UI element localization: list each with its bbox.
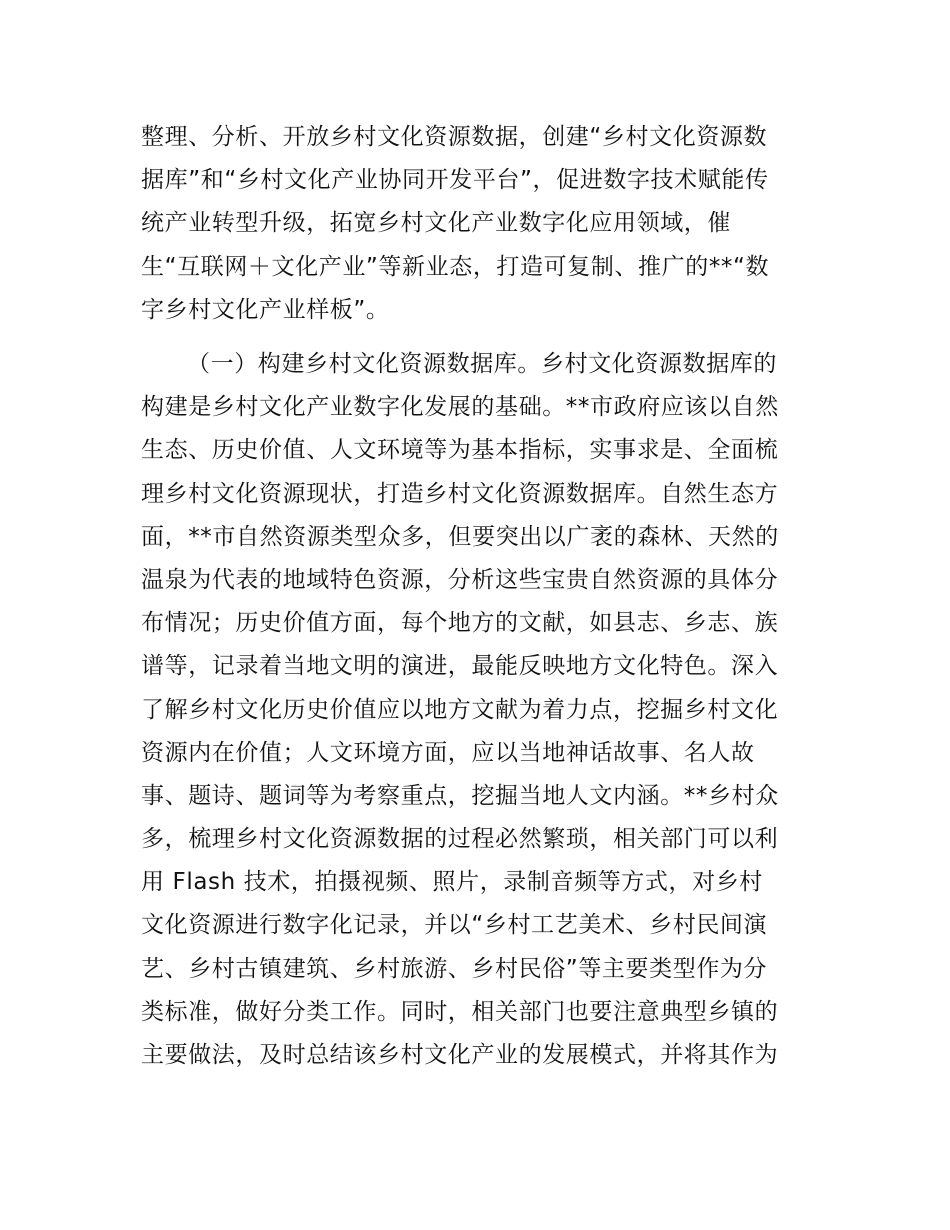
text-line: 用 Flash 技术，拍摄视频、照片，录制音频等方式，对乡村 <box>141 869 763 896</box>
text-line: 多，梳理乡村文化资源数据的过程必然繁琐，相关部门可以利 <box>141 826 779 853</box>
section-heading-line: （一）构建乡村文化资源数据库。乡村文化资源数据库的 <box>187 351 777 377</box>
text-line: 资源内在价值；人文环境方面，应以当地神话故事、名人故 <box>141 739 755 766</box>
text-line: 事、题诗、题词等为考察重点，挖掘当地人文内涵。**乡村众 <box>141 782 779 809</box>
text-line: 据库”和“乡村文化产业协同开发平台”，促进数字技术赋能传 <box>141 167 769 194</box>
text-line: 主要做法，及时总结该乡村文化产业的发展模式，并将其作为 <box>141 1042 779 1068</box>
text-line: 谱等，记录着当地文明的演进，最能反映地方文化特色。深入 <box>141 653 779 680</box>
paragraph-continued <box>141 116 811 332</box>
paragraph-section-one <box>141 343 811 1077</box>
text-line: 字乡村文化产业样板”。 <box>141 296 390 323</box>
text-line: 生“互联网＋文化产业”等新业态，打造可复制、推广的**“数 <box>141 253 770 280</box>
text-line: 构建是乡村文化产业数字化发展的基础。**市政府应该以自然 <box>141 394 779 421</box>
text-line: 文化资源进行数字化记录，并以“乡村工艺美术、乡村民间演 <box>141 912 768 939</box>
text-line: 了解乡村文化历史价值应以地方文献为着力点，挖掘乡村文化 <box>141 696 779 723</box>
text-line: 生态、历史价值、人文环境等为基本指标，实事求是、全面梳 <box>141 437 779 464</box>
text-line: 布情况；历史价值方面，每个地方的文献，如县志、乡志、族 <box>141 610 779 637</box>
text-line: 面，**市自然资源类型众多，但要突出以广袤的森林、天然的 <box>141 523 779 550</box>
text-line: 理乡村文化资源现状，打造乡村文化资源数据库。自然生态方 <box>141 480 779 507</box>
text-line: 类标准，做好分类工作。同时，相关部门也要注意典型乡镇的 <box>141 998 779 1025</box>
text-line: 整理、分析、开放乡村文化资源数据，创建“乡村文化资源数 <box>141 124 768 150</box>
text-line: 艺、乡村古镇建筑、乡村旅游、乡村民俗”等主要类型作为分 <box>141 955 768 982</box>
text-line: 温泉为代表的地域特色资源，分析这些宝贵自然资源的具体分 <box>141 566 779 593</box>
text-line: 统产业转型升级，拓宽乡村文化产业数字化应用领域，催 <box>141 210 731 237</box>
